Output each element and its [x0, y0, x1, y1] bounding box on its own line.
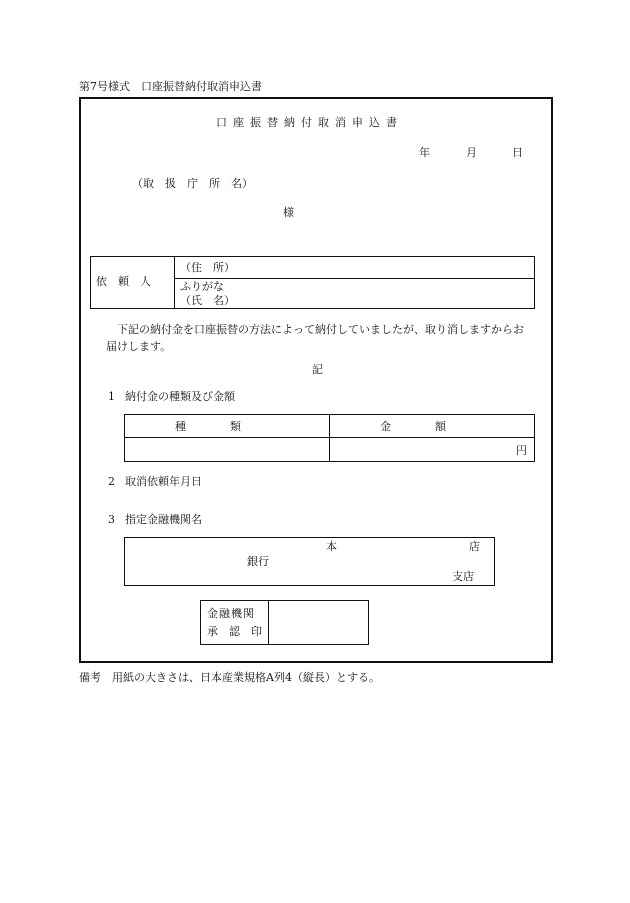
section2-title: 取消依頼年月日: [125, 475, 202, 488]
date-month: 月: [466, 146, 477, 159]
payment-type-header: 種 類: [175, 420, 241, 433]
form-number-label: 第7号様式 口座振替納付取消申込書: [79, 80, 262, 93]
stamp-label-line2: 承 認 印: [207, 625, 262, 638]
section3-number: 3: [108, 513, 115, 526]
bank-shiten-label: 支店: [452, 570, 474, 583]
form-title: 口座振替納付取消申込書: [216, 116, 403, 129]
section3-title: 指定金融機関名: [125, 513, 202, 526]
bank-honten-label: 本 店: [326, 540, 480, 553]
payment-table-divider: [329, 414, 330, 461]
applicant-box: [90, 256, 535, 309]
yen-unit: 円: [516, 444, 527, 457]
applicant-address-label: （住 所）: [180, 261, 235, 274]
bank-ginko-label: 銀行: [247, 555, 269, 568]
applicant-divider: [174, 256, 175, 308]
date-year: 年: [419, 146, 430, 159]
stamp-box-divider: [268, 600, 269, 644]
ki-label: 記: [312, 363, 323, 376]
applicant-row-line: [174, 278, 534, 279]
office-name-label: （取 扱 庁 所 名）: [132, 177, 253, 190]
section1-number: 1: [108, 390, 115, 403]
applicant-name-label: （氏 名）: [180, 294, 235, 307]
date-day: 日: [512, 146, 523, 159]
honorific-sama: 様: [283, 206, 294, 219]
payment-amount-header: 金 額: [380, 420, 446, 433]
section1-title: 納付金の種類及び金額: [125, 390, 235, 403]
section2-number: 2: [108, 475, 115, 488]
footer-note: 備考 用紙の大きさは、日本産業規格A列4（縦長）とする。: [79, 671, 380, 684]
applicant-label: 依 頼 人: [96, 275, 151, 288]
body-text-line2: 届けします。: [106, 340, 172, 353]
body-text-line1: 下記の納付金を口座振替の方法によって納付していましたが、取り消しますからお: [117, 323, 524, 336]
stamp-label-line1: 金融機関: [207, 607, 255, 620]
applicant-furigana-label: ふりがな: [180, 280, 224, 293]
